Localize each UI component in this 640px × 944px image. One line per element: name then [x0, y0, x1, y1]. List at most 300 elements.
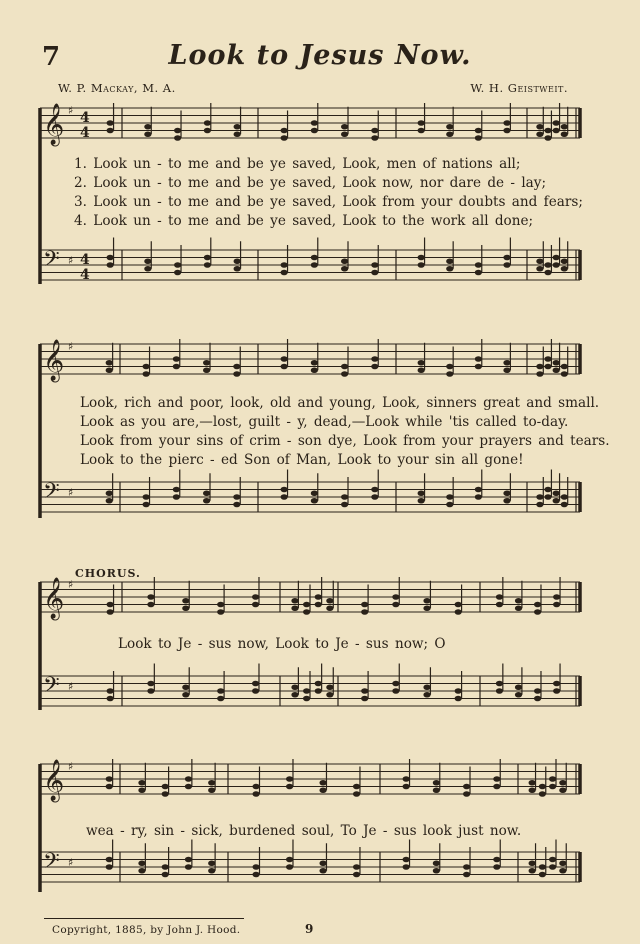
notehead: [286, 857, 293, 863]
notehead: [475, 356, 482, 362]
notehead: [559, 868, 566, 874]
notehead: [353, 791, 360, 797]
chorus-line-2: wea - ry, sin - sick, burdened soul, To Je - sus look just now.: [86, 823, 522, 839]
notehead: [107, 688, 114, 694]
notehead: [475, 270, 482, 276]
notehead: [496, 681, 503, 687]
notehead: [217, 602, 224, 608]
notehead: [475, 135, 482, 141]
notehead: [418, 367, 425, 373]
notehead: [311, 367, 318, 373]
bass-clef: 𝄢: [43, 479, 60, 509]
notehead: [549, 784, 556, 790]
notehead: [392, 602, 399, 608]
notehead: [326, 684, 333, 690]
notehead: [353, 784, 360, 790]
notehead: [534, 602, 541, 608]
notehead: [503, 498, 510, 504]
notehead: [433, 860, 440, 866]
notehead: [371, 487, 378, 493]
verse-3-line-a: 3. Look un - to me and be ye saved, Look from your doubts and fears;: [74, 194, 583, 210]
notehead: [208, 780, 215, 786]
notehead: [173, 487, 180, 493]
notehead: [315, 602, 322, 608]
notehead: [553, 490, 560, 496]
notehead: [234, 258, 241, 264]
notehead: [147, 681, 154, 687]
notehead: [319, 780, 326, 786]
notehead: [326, 605, 333, 611]
notehead: [544, 356, 551, 362]
notehead: [361, 609, 368, 615]
notehead: [553, 128, 560, 134]
notehead: [203, 490, 210, 496]
notehead: [534, 609, 541, 615]
notehead: [106, 360, 113, 366]
notehead: [204, 120, 211, 126]
notehead: [544, 494, 551, 500]
notehead: [544, 487, 551, 493]
notehead: [144, 124, 151, 130]
notehead: [536, 258, 543, 264]
notehead: [553, 262, 560, 268]
key-sharp: ♯: [68, 340, 74, 353]
notehead: [303, 696, 310, 702]
notehead: [341, 131, 348, 137]
notehead: [371, 262, 378, 268]
time-signature-top: 4: [80, 110, 90, 126]
notehead: [204, 128, 211, 134]
notehead: [281, 364, 288, 370]
notehead: [446, 371, 453, 377]
bass-clef: 𝄢: [43, 673, 60, 703]
notehead: [233, 364, 240, 370]
notehead: [529, 868, 536, 874]
notehead: [418, 120, 425, 126]
notehead: [455, 688, 462, 694]
notehead: [392, 594, 399, 600]
notehead: [361, 688, 368, 694]
notehead: [446, 494, 453, 500]
notehead: [553, 120, 560, 126]
notehead: [203, 498, 210, 504]
notehead: [503, 490, 510, 496]
notehead: [493, 857, 500, 863]
hymn-number: 7: [42, 42, 61, 72]
notehead: [252, 681, 259, 687]
notehead: [252, 602, 259, 608]
notehead: [463, 872, 470, 878]
notehead: [503, 360, 510, 366]
notehead: [252, 864, 259, 870]
notehead: [418, 128, 425, 134]
notehead: [446, 502, 453, 508]
notehead: [529, 787, 536, 793]
notehead: [515, 692, 522, 698]
notehead: [217, 609, 224, 615]
notehead: [281, 128, 288, 134]
notehead: [147, 688, 154, 694]
treble-clef: 𝄞: [43, 760, 65, 801]
notehead: [515, 605, 522, 611]
notehead: [536, 364, 543, 370]
notehead: [493, 864, 500, 870]
notehead: [303, 688, 310, 694]
time-signature-bottom: 4: [80, 267, 90, 283]
notehead: [475, 128, 482, 134]
notehead: [515, 598, 522, 604]
notehead: [539, 864, 546, 870]
notehead: [106, 784, 113, 790]
notehead: [529, 860, 536, 866]
notehead: [496, 594, 503, 600]
notehead: [544, 364, 551, 370]
verse-2-line-a: 2. Look un - to me and be ye saved, Look now, nor dare de - lay;: [74, 175, 547, 191]
notehead: [455, 696, 462, 702]
notehead: [162, 791, 169, 797]
notehead: [536, 502, 543, 508]
notehead: [217, 688, 224, 694]
notehead: [233, 494, 240, 500]
notehead: [371, 356, 378, 362]
notehead: [107, 120, 114, 126]
notehead: [291, 605, 298, 611]
notehead: [315, 681, 322, 687]
notehead: [138, 860, 145, 866]
verse-1-line-b: Look, rich and poor, look, old and young, Look, sinners great and small.: [80, 395, 600, 411]
notehead: [341, 502, 348, 508]
notehead: [319, 787, 326, 793]
notehead: [423, 692, 430, 698]
notehead: [286, 784, 293, 790]
notehead: [252, 872, 259, 878]
notehead: [553, 681, 560, 687]
notehead: [446, 266, 453, 272]
notehead: [326, 692, 333, 698]
notehead: [553, 688, 560, 694]
notehead: [107, 696, 114, 702]
notehead: [493, 776, 500, 782]
notehead: [217, 696, 224, 702]
notehead: [106, 776, 113, 782]
notehead: [371, 494, 378, 500]
verse-2-line-b: Look as you are,—lost, guilt - y, dead,—Look while 'tis called to-day.: [80, 414, 569, 430]
notehead: [446, 124, 453, 130]
footer-rule: [44, 918, 244, 919]
notehead: [433, 868, 440, 874]
notehead: [403, 857, 410, 863]
notehead: [341, 371, 348, 377]
key-sharp: ♯: [68, 760, 74, 773]
notehead: [544, 135, 551, 141]
notehead: [203, 367, 210, 373]
notehead: [286, 776, 293, 782]
notehead: [503, 255, 510, 261]
notehead: [233, 502, 240, 508]
notehead: [475, 364, 482, 370]
notehead: [106, 857, 113, 863]
notehead: [553, 498, 560, 504]
notehead: [311, 498, 318, 504]
notehead: [403, 784, 410, 790]
notehead: [203, 360, 210, 366]
notehead: [106, 490, 113, 496]
notehead: [182, 692, 189, 698]
notehead: [233, 371, 240, 377]
notehead: [281, 135, 288, 141]
notehead: [561, 266, 568, 272]
bass-clef: 𝄢: [43, 247, 60, 277]
notehead: [315, 688, 322, 694]
notehead: [361, 696, 368, 702]
notehead: [529, 780, 536, 786]
notehead: [371, 135, 378, 141]
notehead: [549, 857, 556, 863]
notehead: [173, 364, 180, 370]
chorus-line-1: Look to Je - sus now, Look to Je - sus now; O: [118, 636, 446, 652]
notehead: [315, 594, 322, 600]
notehead: [455, 609, 462, 615]
notehead: [107, 609, 114, 615]
notehead: [319, 868, 326, 874]
notehead: [174, 262, 181, 268]
notehead: [418, 255, 425, 261]
notehead: [539, 872, 546, 878]
copyright-notice: Copyright, 1885, by John J. Hood.: [52, 924, 241, 936]
notehead: [162, 872, 169, 878]
notehead: [553, 255, 560, 261]
time-signature-top: 4: [80, 252, 90, 268]
notehead: [341, 124, 348, 130]
notehead: [446, 364, 453, 370]
notehead: [174, 270, 181, 276]
notehead: [539, 784, 546, 790]
notehead: [536, 131, 543, 137]
notehead: [144, 258, 151, 264]
notehead: [559, 860, 566, 866]
notehead: [291, 692, 298, 698]
notehead: [446, 258, 453, 264]
notehead: [138, 787, 145, 793]
notehead: [515, 684, 522, 690]
notehead: [553, 594, 560, 600]
notehead: [341, 258, 348, 264]
notehead: [561, 494, 568, 500]
notehead: [371, 364, 378, 370]
notehead: [281, 487, 288, 493]
notehead: [311, 128, 318, 134]
notehead: [143, 502, 150, 508]
notehead: [544, 262, 551, 268]
composer-credit: W. H. Geistweit.: [470, 81, 568, 95]
notehead: [536, 371, 543, 377]
notehead: [162, 864, 169, 870]
key-sharp: ♯: [68, 680, 74, 693]
notehead: [281, 262, 288, 268]
notehead: [185, 776, 192, 782]
notehead: [534, 688, 541, 694]
notehead: [539, 791, 546, 797]
notehead: [107, 262, 114, 268]
notehead: [326, 598, 333, 604]
notehead: [106, 498, 113, 504]
verse-3-line-b: Look from your sins of crim - son dye, Look from your prayers and tears.: [80, 433, 610, 449]
notehead: [433, 787, 440, 793]
notehead: [553, 602, 560, 608]
notehead: [534, 696, 541, 702]
notehead: [281, 270, 288, 276]
notehead: [544, 128, 551, 134]
notehead: [208, 860, 215, 866]
notehead: [182, 605, 189, 611]
hymn-title: Look to Jesus Now.: [168, 40, 472, 71]
notehead: [234, 131, 241, 137]
notehead: [561, 131, 568, 137]
notehead: [455, 602, 462, 608]
notehead: [107, 255, 114, 261]
notehead: [561, 502, 568, 508]
notehead: [291, 598, 298, 604]
notehead: [147, 594, 154, 600]
notehead: [144, 131, 151, 137]
notehead: [143, 371, 150, 377]
notehead: [392, 681, 399, 687]
notehead: [234, 266, 241, 272]
notehead: [503, 262, 510, 268]
notehead: [252, 784, 259, 790]
notehead: [341, 266, 348, 272]
notehead: [173, 356, 180, 362]
notehead: [107, 602, 114, 608]
notehead: [204, 262, 211, 268]
notehead: [182, 598, 189, 604]
notehead: [475, 487, 482, 493]
notehead: [286, 864, 293, 870]
notehead: [503, 367, 510, 373]
notehead: [536, 124, 543, 130]
lyricist-credit: W. P. Mackay, M. A.: [58, 81, 176, 95]
notehead: [493, 784, 500, 790]
notehead: [281, 494, 288, 500]
notehead: [496, 688, 503, 694]
notehead: [553, 367, 560, 373]
notehead: [311, 255, 318, 261]
notehead: [423, 684, 430, 690]
notehead: [418, 262, 425, 268]
notehead: [403, 776, 410, 782]
notehead: [234, 124, 241, 130]
notehead: [418, 498, 425, 504]
treble-clef: 𝄞: [43, 340, 65, 381]
notehead: [561, 258, 568, 264]
notehead: [311, 120, 318, 126]
notehead: [252, 594, 259, 600]
key-sharp: ♯: [68, 486, 74, 499]
notehead: [553, 360, 560, 366]
key-sharp: ♯: [68, 104, 74, 117]
notehead: [252, 688, 259, 694]
notehead: [208, 787, 215, 793]
notehead: [446, 131, 453, 137]
notehead: [144, 266, 151, 272]
notehead: [138, 868, 145, 874]
notehead: [147, 602, 154, 608]
notehead: [463, 864, 470, 870]
key-sharp: ♯: [68, 254, 74, 267]
notehead: [536, 494, 543, 500]
key-sharp: ♯: [68, 856, 74, 869]
notehead: [418, 360, 425, 366]
notehead: [341, 364, 348, 370]
notehead: [143, 364, 150, 370]
notehead: [138, 780, 145, 786]
notehead: [204, 255, 211, 261]
notehead: [319, 860, 326, 866]
notehead: [475, 262, 482, 268]
notehead: [252, 791, 259, 797]
chorus-label: CHORUS.: [75, 567, 141, 580]
notehead: [371, 270, 378, 276]
notehead: [185, 864, 192, 870]
notehead: [353, 864, 360, 870]
notehead: [162, 784, 169, 790]
bass-clef: 𝄢: [43, 849, 60, 879]
notehead: [311, 490, 318, 496]
notehead: [281, 356, 288, 362]
verse-4-line-a: 4. Look un - to me and be ye saved, Look to the work all done;: [74, 213, 534, 229]
notehead: [392, 688, 399, 694]
notehead: [418, 490, 425, 496]
notehead: [559, 780, 566, 786]
notehead: [107, 128, 114, 134]
key-sharp: ♯: [68, 578, 74, 591]
notehead: [311, 262, 318, 268]
notehead: [544, 270, 551, 276]
notehead: [291, 684, 298, 690]
notehead: [311, 360, 318, 366]
treble-clef: 𝄞: [43, 578, 65, 619]
notehead: [549, 864, 556, 870]
notehead: [208, 868, 215, 874]
notehead: [173, 494, 180, 500]
notehead: [475, 494, 482, 500]
notehead: [403, 864, 410, 870]
notehead: [423, 598, 430, 604]
notehead: [433, 780, 440, 786]
notehead: [423, 605, 430, 611]
notehead: [496, 602, 503, 608]
verse-4-line-b: Look to the pierc - ed Son of Man, Look to your sin all gone!: [80, 452, 524, 468]
notehead: [174, 128, 181, 134]
notehead: [503, 120, 510, 126]
notehead: [371, 128, 378, 134]
notehead: [143, 494, 150, 500]
notehead: [561, 364, 568, 370]
notehead: [503, 128, 510, 134]
notehead: [353, 872, 360, 878]
notehead: [536, 266, 543, 272]
verse-1-line-a: 1. Look un - to me and be ye saved, Look, men of nations all;: [74, 156, 521, 172]
notehead: [182, 684, 189, 690]
notehead: [549, 776, 556, 782]
notehead: [463, 784, 470, 790]
notehead: [361, 602, 368, 608]
notehead: [303, 609, 310, 615]
notehead: [559, 787, 566, 793]
notehead: [341, 494, 348, 500]
notehead: [185, 857, 192, 863]
notehead: [463, 791, 470, 797]
